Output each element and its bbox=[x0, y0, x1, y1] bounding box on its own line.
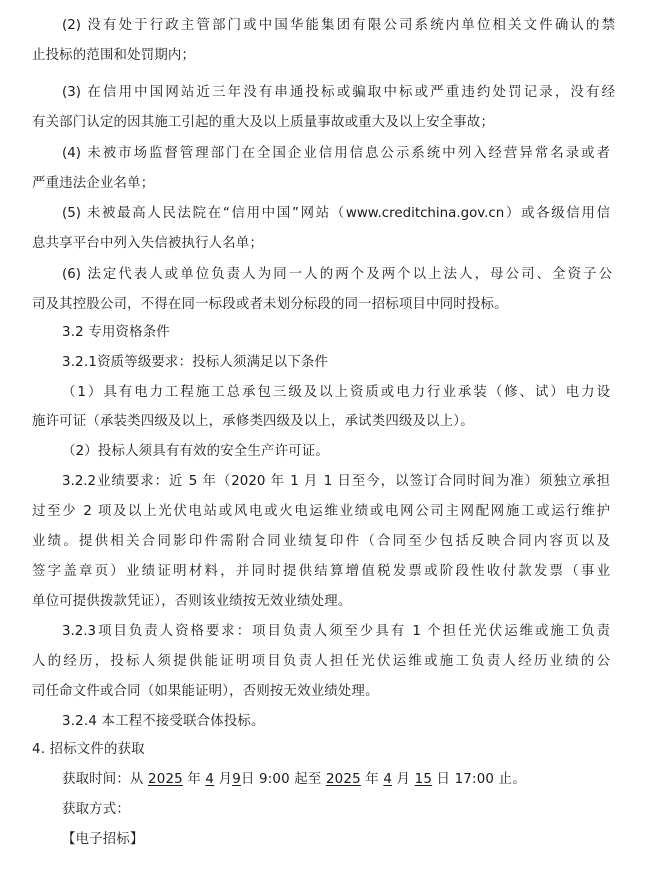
acquisition-time bbox=[62, 768, 526, 787]
end-day: 15 bbox=[414, 772, 433, 787]
item-5-line-1: (5) 未被最高人民法院在“信用中国”网站（www.creditchina.gov.cn）或各级信用信 bbox=[62, 206, 610, 221]
item-2-line-1: (2) 没有处于行政主管部门或中国华能集团有限公司系统内单位相关文件确认的禁 bbox=[62, 18, 615, 33]
section-3-2-3-line-3: 司任命文件或合同（如果能证明），否则按无效业绩处理。 bbox=[32, 684, 379, 699]
section-3-2-2-line-2: 过至少 2 项及以上光伏电站或风电或火电运维业绩或电网公司主网配网施工或运行维护 bbox=[32, 504, 610, 519]
qualification-1-line-1: （1）具有电力工程施工总承包三级及以上资质或电力行业承装（修、试）电力设 bbox=[62, 385, 610, 400]
qualification-1-line-2: 施许可证（承装类四级及以上，承修类四级及以上，承试类四级及以上）。 bbox=[32, 414, 474, 429]
end-year-unit: 年 bbox=[360, 772, 384, 787]
acquisition-method-value: 【电子招标】 bbox=[62, 832, 144, 847]
start-day: 9 bbox=[232, 772, 241, 787]
end-month-unit: 月 bbox=[392, 772, 415, 787]
section-3-2-heading: 3.2 专用资格条件 bbox=[62, 325, 170, 340]
item-6-line-2: 司及其控股公司，不得在同一标段或者未划分标段的同一招标项目中同时投标。 bbox=[32, 297, 508, 312]
end-month: 4 bbox=[383, 772, 393, 787]
item-4-line-1: (4) 未被市场监督管理部门在全国企业信用信息公示系统中列入经营异常名录或者 bbox=[62, 146, 610, 161]
end-year: 2025 bbox=[325, 772, 361, 787]
start-year: 2025 bbox=[148, 772, 183, 787]
start-month-unit: 月 bbox=[214, 772, 233, 787]
section-3-2-2-line-3: 业绩。提供相关合同影印件需附合同业绩复印件（合同至少包括反映合同内容页以及 bbox=[32, 534, 610, 549]
section-3-2-4: 3.2.4 本工程不接受联合体投标。 bbox=[62, 714, 265, 729]
item-5-line-2: 息共享平台中列入失信被执行人名单； bbox=[32, 236, 264, 251]
section-3-2-2-line-1: 3.2.2业绩要求：近 5 年（2020 年 1 月 1 日至今，以签订合同时间为准）须独立承担 bbox=[62, 474, 610, 489]
acquisition-time-prefix: 获取时间：从 bbox=[62, 772, 148, 787]
section-4-heading: 4. 招标文件的获取 bbox=[32, 742, 145, 757]
item-6-line-1: (6) 法定代表人或单位负责人为同一人的两个及两个以上法人，母公司、全资子公 bbox=[62, 267, 612, 282]
end-time: 日 17:00 止。 bbox=[432, 772, 526, 787]
start-month: 4 bbox=[205, 772, 215, 787]
start-year-unit: 年 bbox=[182, 772, 206, 787]
section-3-2-1-heading: 3.2.1资质等级要求：投标人须满足以下条件 bbox=[62, 355, 329, 370]
item-4-line-2: 严重违法企业名单； bbox=[32, 176, 155, 191]
item-3-line-1: (3) 在信用中国网站近三年没有串通投标或骗取中标或严重违约处罚记录，没有经 bbox=[62, 85, 615, 100]
section-3-2-2-line-4: 签字盖章页）业绩证明材料，并同时提供结算增值税发票或阶段性收付款发票（事业 bbox=[32, 564, 610, 579]
start-time: 日 9:00 起至 bbox=[240, 772, 326, 787]
section-3-2-3-line-2: 人的经历，投标人须提供能证明项目负责人担任光伏运维或施工负责人经历业绩的公 bbox=[32, 654, 610, 669]
section-3-2-2-line-5: 单位可提供拨款凭证），否则该业绩按无效业绩处理。 bbox=[32, 594, 352, 609]
acquisition-method-label: 获取方式： bbox=[62, 802, 130, 817]
item-3-line-2: 有关部门认定的因其施工引起的重大及以上质量事故或重大及以上安全事故； bbox=[32, 115, 495, 130]
item-2-line-2: 止投标的范围和处罚期内； bbox=[32, 48, 196, 63]
section-3-2-3-line-1: 3.2.3项目负责人资格要求：项目负责人须至少具有 1 个担任光伏运维或施工负责 bbox=[62, 624, 610, 639]
qualification-2: （2）投标人须具有有效的安全生产许可证。 bbox=[62, 444, 329, 459]
